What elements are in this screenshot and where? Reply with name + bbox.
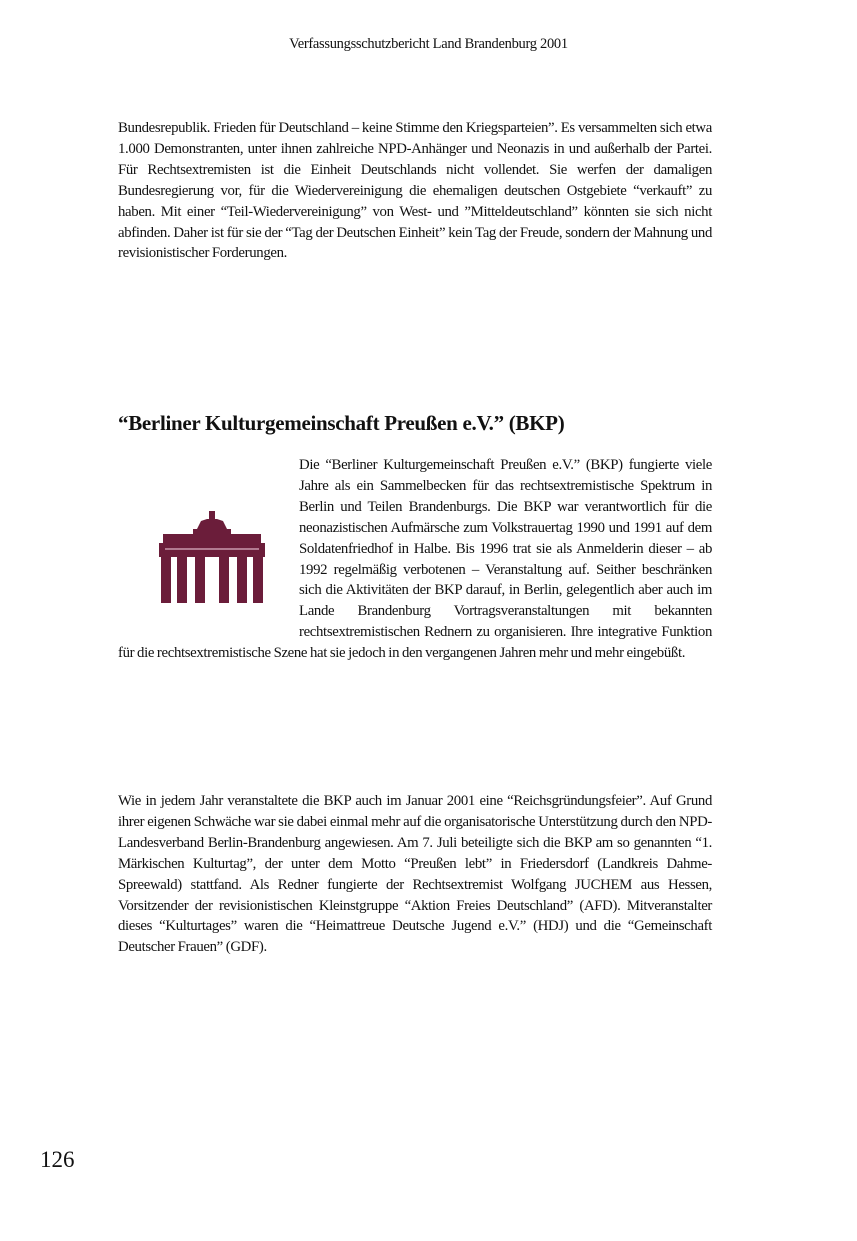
paragraph-events: Wie in jedem Jahr veranstaltete die BKP auch im Januar 2001 eine “Reichsgründungsfeier”. Auf Grund ihrer eigenen Schwäche war sie dabei einmal mehr auf die organisatorische Unterstützung durch den NPD-Landesverband Berlin-Brandenburg angewiesen. Am 7. Juli beteiligte sich die BKP am so genannten “1. Märkischen Kulturtag”, der unter dem Motto “Preußen lebt” in Friedersdorf (Landkreis Dahme-Spreewald) stattfand. Als Redner fungierte der Rechtsextremist Wolfgang JUCHEM aus Hessen, Vorsitzender der revisionistischen Kleinstgruppe “Aktion Freies Deutschland” (AFD). Mitveranstalter dieses “Kulturtages” waren die “Heimattreue Deutsche Jugend e.V.” (HDJ) und die “Gemeinschaft Deutscher Frauen” (GDF). [118,793,712,956]
section-heading: “Berliner Kulturgemeinschaft Preußen e.V.” (BKP) [118,411,565,435]
page-number: 126 [40,1147,75,1172]
illustration-float [118,455,299,623]
running-head: Verfassungsschutzbericht Land Brandenburg 2001 [289,36,568,52]
paragraph-bkp-text: Die “Berliner Kulturgemeinschaft Preußen e.V.” (BKP) fungierte viele Jahre als ein Sammelbecken für das rechtsextremistische Spektrum in Berlin und Teilen Brandenburgs. Die BKP war verantwortlich für die neonazistischen Aufmärsche zum Volkstrauertag 1990 und 1991 auf dem Soldatenfriedhof in Halbe. Bis 1996 trat sie als Anmelderin dieser – ab 1992 regelmäßig verbotenen – Veranstaltung auf. Seither beschränken sich die Aktivitäten der BKP darauf, in Berlin, gelegentlich aber auch im Lande Brandenburg Vortragsveranstaltungen mit bekannten rechtsextremistischen Rednern zu organisieren. Ihre integrative Funktion für die rechtsextremistische Szene hat sie jedoch in den vergangenen Jahren mehr und mehr eingebüßt. [118,457,712,662]
paragraph-intro: Bundesrepublik. Frieden für Deutschland – keine Stimme den Kriegsparteien”. Es versammelten sich etwa 1.000 Demonstranten, unter ihnen zahlreiche NPD-Anhänger und Neonazis in und außerhalb der Partei. Für Rechtsextremisten ist die Einheit Deutschlands nicht vollendet. Sie werfen der damaligen Bundesregierung vor, für die Wiedervereinigung die ehemaligen deutschen Ostgebiete “verkauft” zu haben. Mit einer “Teil-Wiedervereinigung” von West- und ”Mitteldeutschland” könnten sie sich nicht abfinden. Daher ist für sie der “Tag der Deutschen Einheit” kein Tag der Freude, sondern der Mahnung und revisionistischer Forderungen. [118,120,712,262]
paragraph-bkp [118,455,712,664]
brandenburg-gate-icon [157,509,267,607]
